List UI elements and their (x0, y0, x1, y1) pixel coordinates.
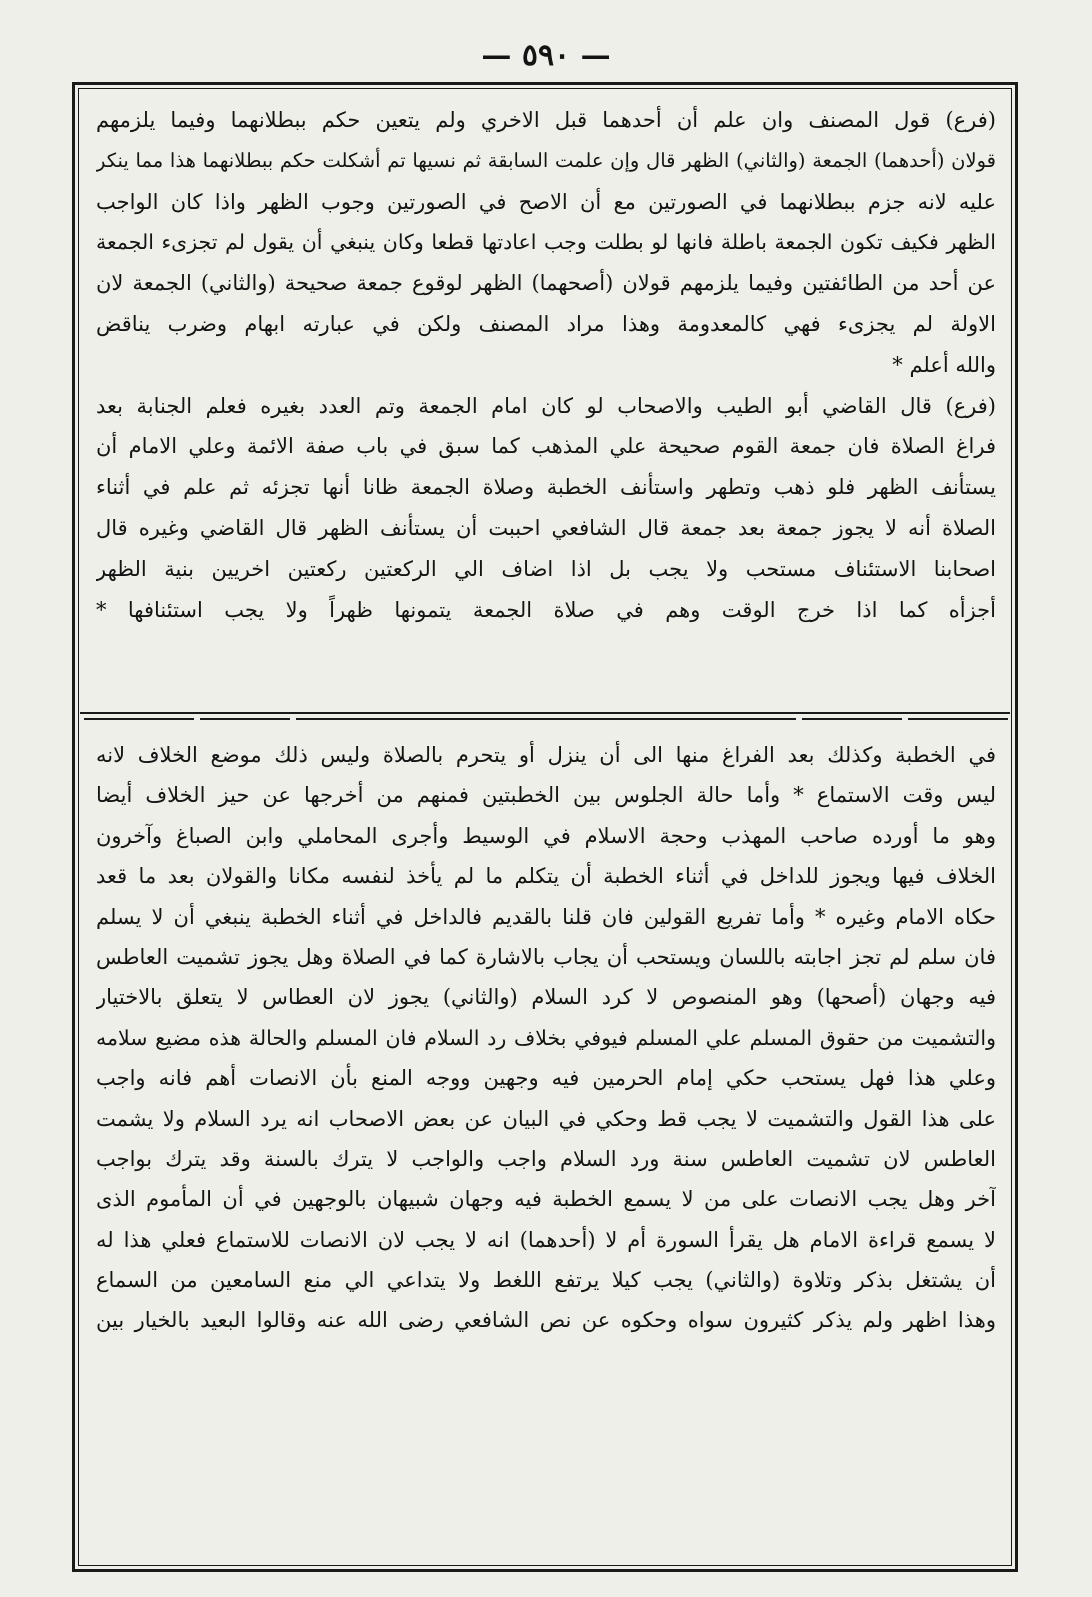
commentary-line: فان سلم لم تجز اجابته باللسان ويستحب أن يجاب بالاشارة كما في الصلاة وهل يجوز تشميت العاطس (96, 944, 996, 969)
commentary-line: وعلي هذا فهل يستحب حكي إمام الحرمين فيه وجهين ووجه المنع بأن الانصات أهم فانه واجب (96, 1066, 996, 1091)
commentary-line: وهو ما أورده صاحب المهذب وحجة الاسلام في الوسيط وأجرى المحاملي وابن الصباغ وآخرون (96, 823, 996, 848)
divider-rule-segment (84, 718, 194, 720)
commentary-line: آخر وهل يجب الانصات على من لا يسمع الخطبة فيه وجهان شبيهان بالوجهين في أن المأموم الذى (96, 1187, 996, 1212)
main-text-line: (فرع) قول المصنف وان علم أن أحدهما قبل الاخري ولم يتعين حكم ببطلانهما وفيما يلزمهم (96, 108, 996, 132)
page-number: — ٥٩٠ — (481, 38, 611, 73)
commentary-line: على هذا القول والتشميت لا يجب قط وحكي في البيان عن بعض الاصحاب انه يرد السلام ولا يشمت (96, 1106, 996, 1131)
main-text-line: الظهر فكيف تكون الجمعة باطلة فانها لو بطلت وجب اعادتها قطعا وكان ينبغي أن يقول لم تجزىء الجمعة (96, 230, 996, 255)
main-text-line: والله أعلم * (892, 352, 996, 377)
main-text-line: اصحابنا الاستئناف مستحب ولا يجب بل اذا اضاف الي الركعتين ركعتين اخريين بنية الظهر (96, 556, 996, 581)
commentary-line: في الخطبة وكذلك بعد الفراغ منها الى أن ينزل أو يتحرم بالصلاة وليس ذلك موضع الخلاف لانه (96, 743, 996, 767)
divider-rule-segment (802, 718, 902, 720)
commentary-line: فيه وجهان (أصحها) وهو المنصوص لا كرد السلام (والثاني) يجوز لان العطاس لا يتعلق بالاختيار (96, 985, 996, 1010)
section-divider (80, 712, 1010, 714)
commentary-text-block (96, 735, 996, 1341)
main-text-block (96, 100, 996, 630)
commentary-line: وهذا اظهر ولم يذكر كثيرون سواه وحكوه عن نص الشافعي رضى الله عنه وقالوا البعيد بالخيار بين (96, 1308, 996, 1333)
divider-rule-segment (296, 718, 796, 720)
main-text-line: (فرع) قال القاضي أبو الطيب والاصحاب لو كان امام الجمعة وتم العدد بغيره فعلم الجنابة بعد (96, 393, 996, 418)
main-text-line: عن أحد من الطائفتين وفيما يلزمهم قولان (أصحهما) الظهر لوقوع جمعة صحيحة (والثاني) الجمعة لان (96, 271, 996, 296)
main-text-line: الصلاة أنه لا يجوز جمعة بعد جمعة قال الشافعي احببت أن يستأنف الظهر قال القاضي وغيره قال (96, 515, 996, 540)
main-text-line: عليه لانه جزم ببطلانهما في الصورتين مع أن الاصح في الصورتين وجوب الظهر واذا كان الواجب (96, 189, 996, 214)
main-text-line: الاولة لم يجزىء فهي كالمعدومة وهذا مراد المصنف ولكن في عبارته ابهام وضرب يناقض (96, 311, 996, 336)
commentary-line: لا يسمع قراءة الامام هل يقرأ السورة أم لا (أحدهما) انه لا يجب لان الانصات للاستماع فعلي هذا له (96, 1227, 996, 1252)
divider-rule-segment (908, 718, 1008, 720)
divider-rule-segment (200, 718, 290, 720)
main-text-line: فراغ الصلاة فان جمعة القوم صحيحة علي المذهب كما سبق في باب صفة الائمة وعلي الامام أن (96, 434, 996, 459)
commentary-line: والتشميت من حقوق المسلم علي المسلم فيوفي بخلاف رد السلام فان المسلم والحالة هذه مضيع سلامه (96, 1025, 996, 1050)
commentary-line: الخلاف فيها ويجوز للداخل في أثناء الخطبة أن يتكلم ما لم يأخذ لنفسه مكانا والقولان بعد ما قعد (96, 864, 996, 889)
commentary-line: حكاه الامام وغيره * وأما تفريع القولين فان قلنا بالقديم فالداخل في أثناء الخطبة ينبغي أن لا يسلم (96, 904, 996, 929)
commentary-line: العاطس لان تشميت العاطس سنة ورد السلام واجب والواجب لا يترك بالسنة وقد يترك بواجب (96, 1146, 996, 1171)
main-text-line: أجزأه كما اذا خرج الوقت وهم في صلاة الجمعة يتمونها ظهراً ولا يجب استئنافها * (96, 597, 996, 622)
main-text-line: يستأنف الظهر فلو ذهب وتطهر واستأنف الخطبة وصلاة الجمعة ظانا أنها تجزئه ثم علم في أثناء (96, 475, 996, 500)
main-text-line: قولان (أحدهما) الجمعة (والثاني) الظهر قال وإن علمت السابقة ثم نسيها تم أشكلت حكم ببطلانهما هذا مما ينكر (96, 148, 996, 172)
commentary-line: أن يشتغل بذكر وتلاوة (والثاني) يجب كيلا يرتفع اللغط ولا يتداعي الي منع السامعين من السماع (96, 1268, 996, 1293)
commentary-line: ليس وقت الاستماع * وأما حالة الجلوس بين الخطبتين فمنهم من أخرجها عن حيز الخلاف أيضا (96, 783, 996, 808)
